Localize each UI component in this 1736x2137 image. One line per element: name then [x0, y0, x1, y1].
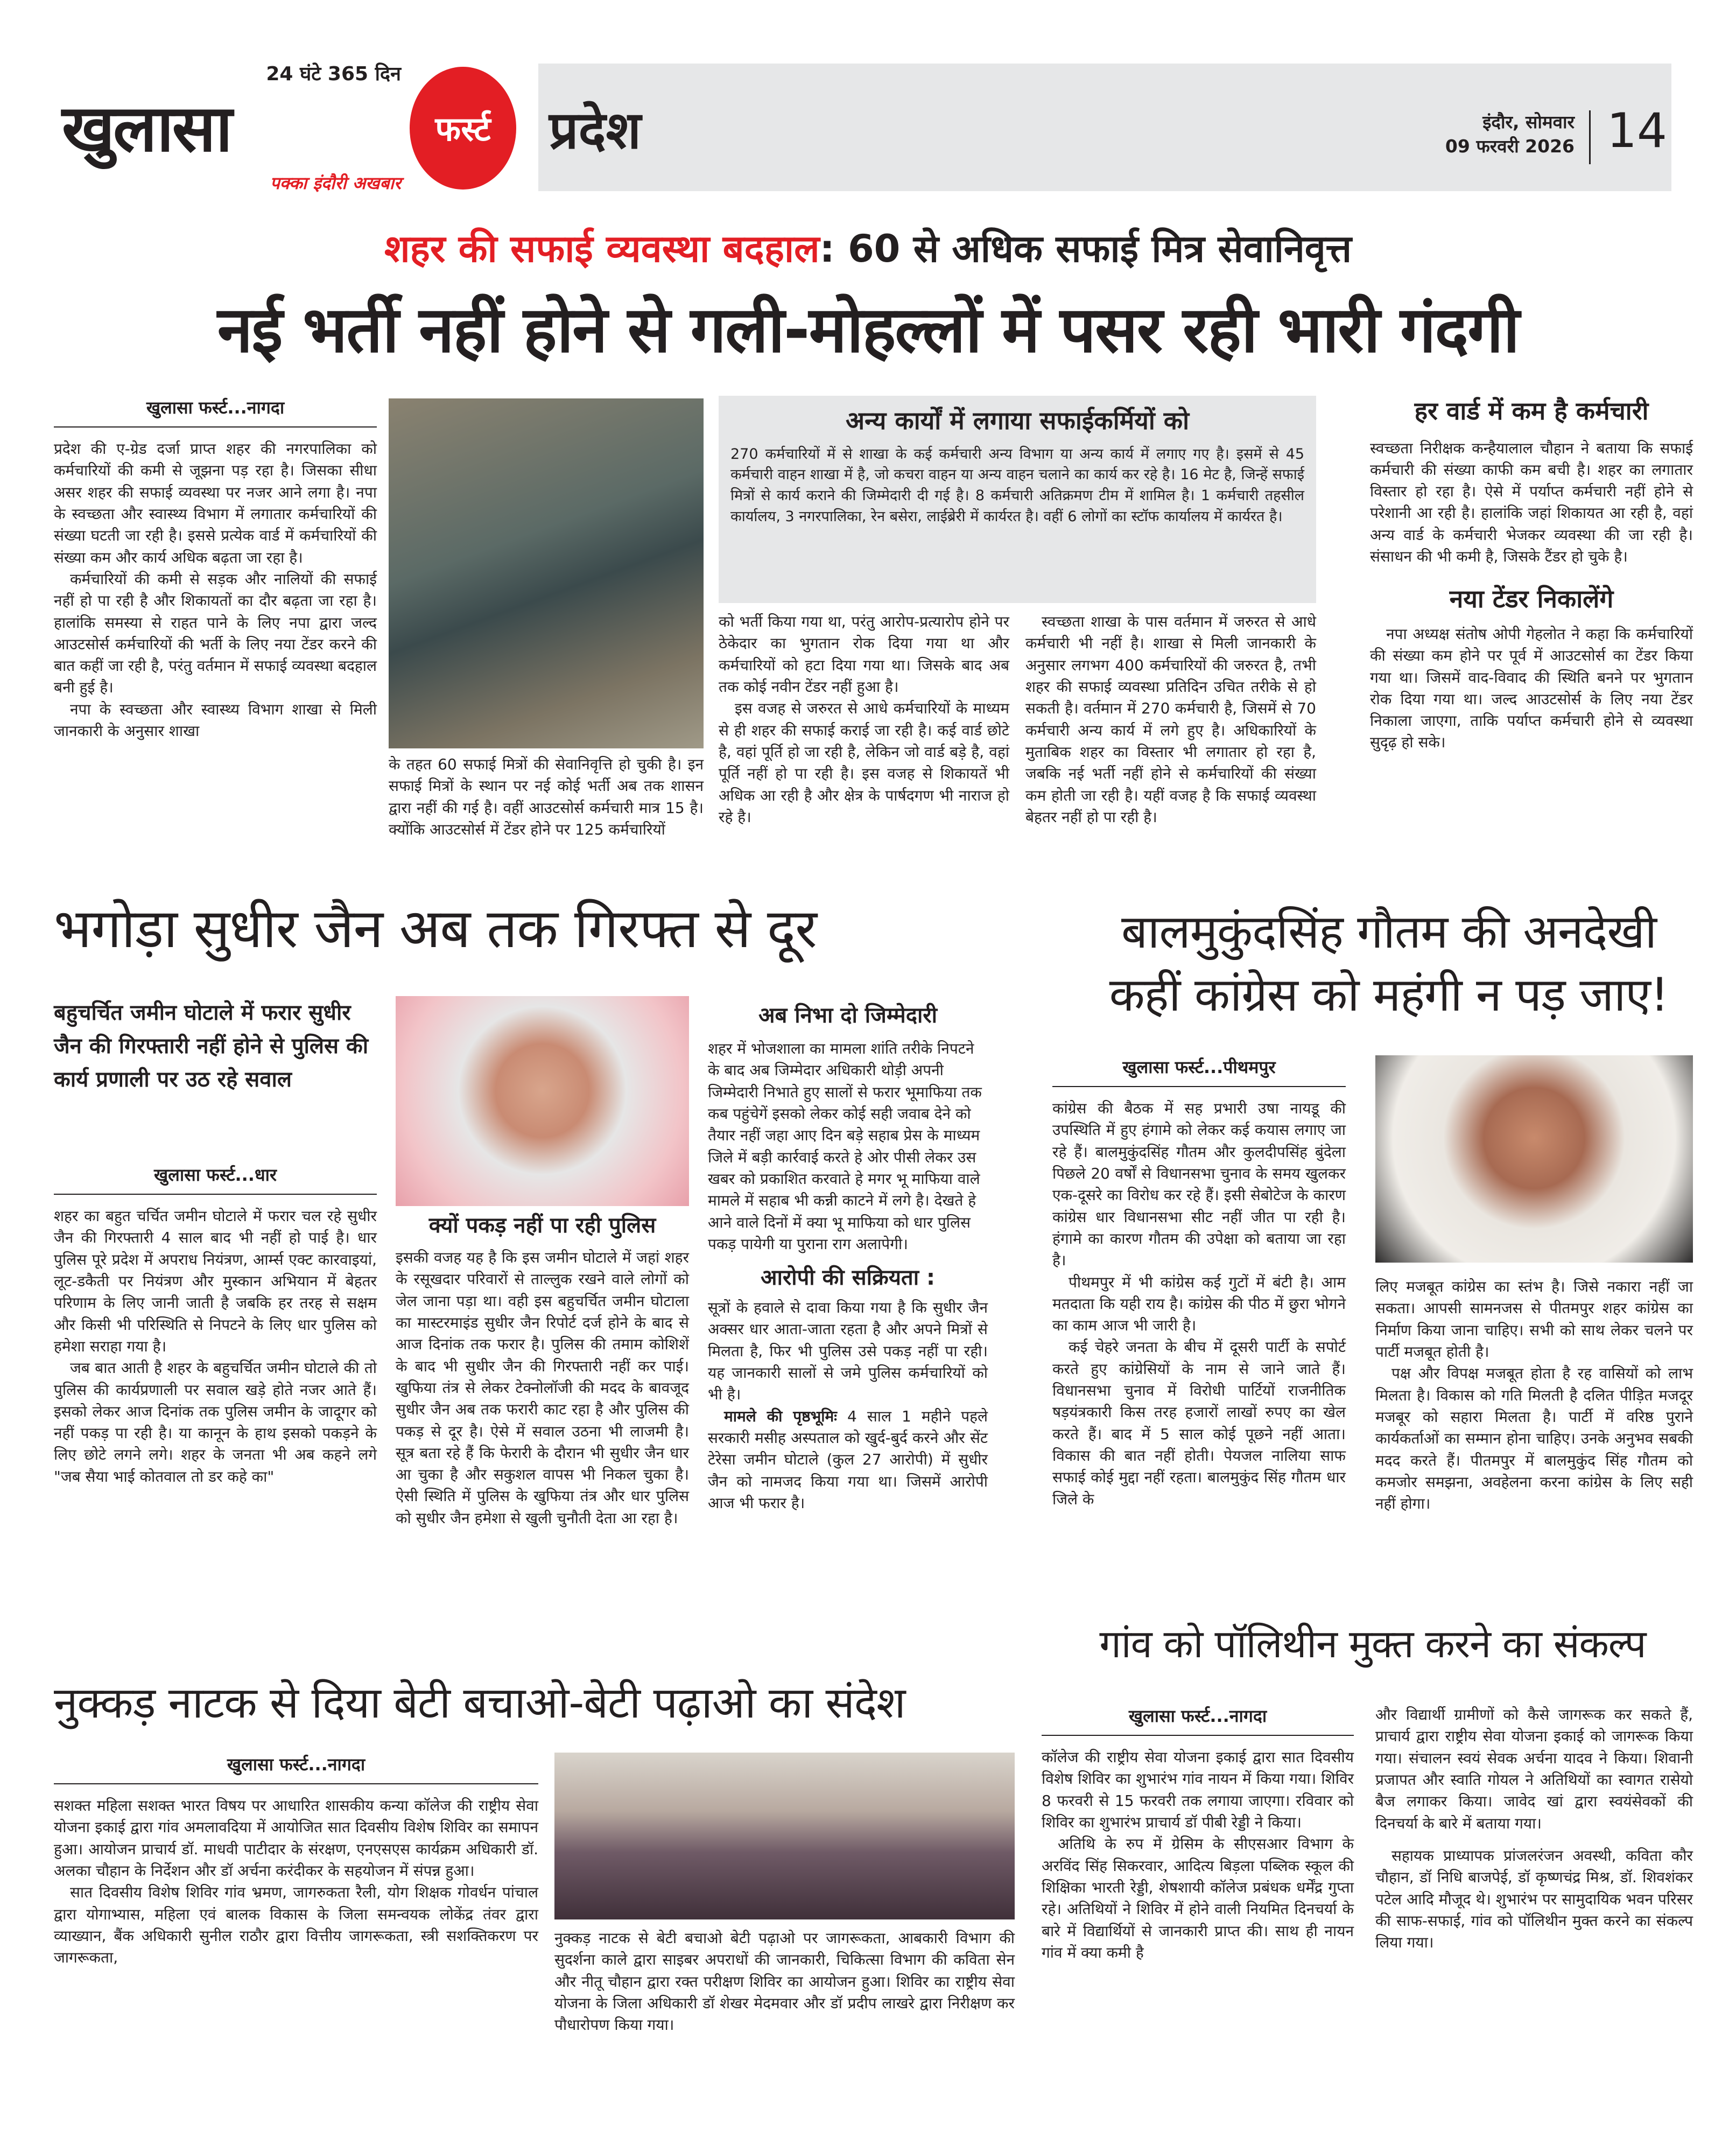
polythene-byline: खुलासा फर्स्ट...नागदा — [1042, 1704, 1354, 1736]
paragraph: स्वच्छता निरीक्षक कन्हैयालाल चौहान ने बताया कि सफाई कर्मचारी की संख्या काफी कम बची है। शहर का लगातार विस्तार हो रहा है। ऐसे में पर्याप्त कर्मचारी नहीं होने से परेशानी आ रही है। हालांकि जहां शिकायत आ रही है, वहां अन्य वार्ड के कर्मचारी भेजकर व्यवस्था की जा रही है। संसाधन की भी कमी है, जिसके टैंडर हो चुके है। — [1370, 439, 1693, 566]
activity-subhead: आरोपी की सक्रियता : — [760, 1265, 935, 1291]
ward-subhead: हर वार्ड में कम है कर्मचारी — [1414, 396, 1649, 425]
drain-photo — [389, 398, 704, 748]
students-photo — [554, 1753, 1015, 1919]
paragraph: नपा के स्वच्छता और स्वास्थ्य विभाग शाखा से मिली जानकारी के अनुसार शाखा — [54, 700, 377, 740]
issue-date: 09 फरवरी 2026 — [1445, 135, 1575, 157]
logo-badge-text: फर्स्ट — [435, 109, 491, 149]
section-name: प्रदेश — [549, 100, 641, 160]
paragraph: इस वजह से जरुरत से आधे कर्मचारियों के माध्यम से ही शहर की सफाई कराई जा रही है। कई वार्ड छोटे है, वहां पूर्ति हो जा रही है, लेकिन जो वार्ड बड़े है, वहां पूर्ति नहीं हो पा रही है। इस वजह से शिकायतें भी अधिक आ रही है और क्षेत्र के पार्षदगण भी नाराज हो रहे है। — [719, 699, 1009, 826]
masthead-tagline: 24 घंटे 365 दिन — [266, 63, 401, 85]
lead-kicker — [0, 226, 1736, 271]
gautam-headline-line2: कहीं कांग्रेस को महंगी न पड़ जाए! — [1109, 968, 1669, 1022]
jain-byline: खुलासा फर्स्ट...धार — [54, 1163, 377, 1195]
responsibility-subhead: अब निभा दो जिम्मेदारी — [758, 1003, 938, 1028]
lead-kicker-black: : 60 से अधिक सफाई मित्र सेवानिवृत्त — [819, 227, 1352, 271]
lead-col-1 — [54, 396, 377, 742]
box-title: अन्य कार्यों में लगाया सफाईकर्मियों को — [845, 406, 1190, 435]
paragraph: पक्ष और विपक्ष मजबूत होता है रह वासियों को लाभ मिलता है। विकास को गति मिलती है दलित पीड़ित मजदूर मजबूर को सहारा मिलता है। पार्टी में वरिष्ठ पुराने कार्यकर्ताओं का सम्मान होना चाहिए। उनके अनुभव सबकी मदद करते हैं। पीतमपुर में बालमुकुंद सिंह गौतम को कमजोर समझना, अवहेलना करना कांग्रेस के लिए सही नहीं होगा। — [1375, 1364, 1693, 1513]
header-divider — [1589, 110, 1591, 164]
logo — [62, 64, 401, 193]
paragraph: सात दिवसीय विशेष शिविर गांव भ्रमण, जागरुकता रैली, योग शिक्षक गोवर्धन पांचाल द्वारा योगाभ्यास, महिला एवं बालक विकास के जिला समन्वयक लोकेंद्र तंवर द्वारा व्याख्यान, बैंक अधिकारी सुनील राठौर द्वारा वित्तीय जागरूकता, स्त्री सशक्तिकरण पर जागरूकता, — [54, 1883, 538, 1967]
paragraph: सूत्रों के हवाले से दावा किया गया है कि सुधीर जैन अक्सर धार आता-जाता रहता है और अपने मित्रों से मिलता है, फिर भी पुलिस उसे पकड़ नहीं पा रही। यह जानकारी सालों से जमे पुलिस कर्मचारियों को भी है। — [708, 1299, 988, 1404]
paragraph: शहर में भोजशाला का मामला शांति तरीके निपटने के बाद अब जिम्मेदार अधिकारी थोड़ी अपनी जिम्मेदारी निभाते हुए सालों से फरार भूमाफिया तक कब पहुंचेगें इसको लेकर कोई सही जवाब देने को तैयार नहीं जहा आए दिन बड़े सहाब प्रेस के माध्यम जिले में बड़ी कार्रवाई करते हे ओर पीसी लेकर उस खबर को प्रकाशित करवाते हे मगर भू माफिया वाले मामले में सहाब भी कन्नी काटने में लगे है। देखते हे आने वाले दिनों में क्या भू माफिया को धार पुलिस पकड़ पायेगी या पुराना राग अलापेगी। — [708, 1040, 982, 1253]
dateline — [1445, 110, 1575, 158]
paragraph: अतिथि के रुप में ग्रेसिम के सीएसआर विभाग के अरविंद सिंह सिकरवार, आदित्य बिड़ला पब्लिक स्कूल की शिक्षिका भारती रेड्डी, शेषशायी कॉलेज प्रबंधक धर्मेंद्र गुप्ता रहे। अतिथियों ने शिविर में होने वाली नियमित दिनचर्या के बारे में विद्यार्थियों से जानकारी प्राप्त की। साथ ही नायन गांव में क्या कमी है — [1042, 1835, 1354, 1961]
paragraph: के तहत 60 सफाई मित्रों की सेवानिवृत्ति हो चुकी है। इन सफाई मित्रों के स्थान पर नई कोई भर्ती अब तक शासन द्वारा नहीं की गई है। वहीं आउटसोर्स कर्मचारी मात्र 15 है। क्योंकि आउटसोर्स में टेंडर होने पर 125 कर्मचारियों — [389, 755, 704, 838]
gautam-headline — [1055, 905, 1723, 1023]
tender-subhead: नया टेंडर निकालेंगे — [1449, 584, 1614, 614]
lead-headline: नई भर्ती नहीं होने से गली-मोहल्लों में पसर रही भारी गंदगी — [217, 292, 1519, 367]
paragraph: नुक्कड़ नाटक से बेटी बचाओ बेटी पढ़ाओ पर जागरूकता, आबकारी विभाग की सुदर्शना काले द्वारा साइबर अपराधों की जानकारी, चिकित्सा विभाग की कविता सेन और नीतू चौहान द्वारा रक्त परीक्षण शिविर का आयोजन हुआ। शिविर का राष्ट्रीय सेवा योजना के जिला अधिकारी डॉ शेखर मेदमवार और डॉ प्रदीप लाखरे द्वारा निरीक्षण कर पौधारोपण किया गया। — [554, 1929, 1015, 2034]
paragraph: नपा अध्यक्ष संतोष ओपी गेहलोत ने कहा कि कर्मचारियों की संख्या कम होने पर पूर्व में आउटसोर्स का टेंडर किया गया था। जिसमें वाद-विवाद की स्थिति बनने पर भुगतान रोक दिया गया था। जल्द आउटसोर्स के लिए नया टेंडर निकाला जाएगा, ताकि पर्याप्त कर्मचारी होने से व्यवस्था सुदृढ़ हो सके। — [1370, 625, 1693, 752]
logo-wordmark: खुलासा — [62, 92, 231, 167]
gautam-headline-line1: बालमुकुंदसिंह गौतम की अनदेखी — [1121, 905, 1657, 959]
paragraph: को भर्ती किया गया था, परंतु आरोप-प्रत्यारोप होने पर ठेकेदार का भुगतान रोक दिया गया था और कर्मचारियों को हटा दिया गया था। जिसके बाद अब तक कोई नवीन टेंडर नहीं हुआ है। — [719, 613, 1009, 696]
lead-col-5 — [1370, 396, 1693, 754]
page-number: 14 — [1607, 103, 1667, 158]
paragraph: कर्मचारियों की कमी से सड़क और नालियों की सफाई नहीं हो पा रही है और शिकायतों का दौर बढ़ता जा रहा है। हालांकि समस्या से राहत पाने के लिए नपा द्वारा जल्द आउटसोर्स कर्मचारियों की भर्ती के लिए नया टेंडर करने की बात कहीं जा रही है, परंतु वर्तमान में सफाई व्यवस्था बदहाल बनी हुई है। — [54, 570, 377, 697]
city-day: इंदौर, सोमवार — [1482, 111, 1575, 132]
polythene-col-1 — [1042, 1704, 1354, 1964]
jain-col-3 — [708, 1001, 988, 1514]
paragraph: पीथमपुर में भी कांग्रेस कई गुटों में बंटी है। आम मतदाता कि यही राय है। कांग्रेस की पीठ में छुरा भोगने का काम आज भी जारी है। — [1052, 1273, 1346, 1335]
paragraph: जब बात आती है शहर के बहुचर्चित जमीन घोटाले की तो पुलिस की कार्यप्रणाली पर सवाल खड़े होते नजर आते हैं। इसको लेकर आज दिनांक तक पुलिस जमीन के जादूगर को नहीं पकड़ पा रही है। या कानून के हाथ इसको पकड़ने के लिए छोटे लगने लगे। शहर के जनता भी अब कहने लगे "जब सैया भाई कोतवाल तो डर कहे का" — [54, 1359, 377, 1486]
paragraph: शहर का बहुत चर्चित जमीन घोटाले में फरार चल रहे सुधीर जैन की गिरफ्तारी 4 साल बाद भी नहीं हो पाई है। धार पुलिस पूरे प्रदेश में अपराध नियंत्रण, आर्म्स एक्ट कारवाइयां, लूट-डकैती पर नियंत्रण और मुस्कान अभियान में बेहतर परिणाम के लिए जानी जाती है जबकि हर तरह से सक्षम और किसी भी परिस्थिति से निपटने के लिए धार पुलिस को हमेशा सराहा गया है। — [54, 1207, 377, 1355]
box-text: 270 कर्मचारियों में से शाखा के कई कर्मचारी अन्य विभाग या अन्य कार्य में लगाए गए है। इसमें से 45 कर्मचारी वाहन शाखा में है, जो कचरा वाहन या अन्य वाहन चलाने का कार्य कर रहे है। 16 मेट है, जिन्हें सफाई मित्रों से कार्य कराने की जिम्मेदारी दी गई है। 8 कर्मचारी अतिक्रमण टीम में शामिल है। 1 कर्मचारी तहसील कार्यालय, 3 नगरपालिका, रेन बसेरा, लाईब्रेरी में कार्यरत है। वहीं 6 लोगों का स्टॉफ कार्यालय में कार्यरत है। — [730, 445, 1304, 526]
jain-deck: बहुचर्चित जमीन घोटाले में फरार सुधीर जैन की गिरफ्तारी नहीं होने से पुलिस की कार्य प्रणाली पर उठ रहे सवाल — [54, 1000, 369, 1092]
lead-col-3 — [719, 611, 1009, 828]
gautam-byline: खुलासा फर्स्ट...पीथमपुर — [1052, 1055, 1346, 1087]
gautam-col-1 — [1052, 1055, 1346, 1510]
lead-byline: खुलासा फर्स्ट...नागदा — [54, 396, 377, 428]
background-lead: मामले की पृष्ठभूमिः — [724, 1407, 837, 1425]
paragraph: सहायक प्राध्यापक प्रांजलरंजन अवस्थी, कविता कौर चौहान, डॉ निधि बाजपेई, डॉ कृष्णचंद्र मिश्र, डॉ. शिवशंकर पटेल आदि मौजूद थे। शुभारंभ पर सामुदायिक भवन परिसर की साफ-सफाई, गांव को पॉलिथीन मुक्त करने का संकल्प लिया गया। — [1375, 1846, 1693, 1952]
paragraph: कांग्रेस की बैठक में सह प्रभारी उषा नायडू की उपस्थिति में हुए हंगामे को लेकर कई कयास लगाए जा रहे हैं। बालमुकुंदसिंह गौतम और कुलदीपसिंह बुंदेला पिछले 20 वर्षों से विधानसभा चुनाव के समय खुलकर एक-दूसरे का विरोध कर रहे हैं। इसी सेबोटेज के कारण कांग्रेस धार विधानसभा सीट नहीं जीत पा रही है। हंगामे का कारण गौतम की उपेक्षा को बताया जा रहा है। — [1052, 1099, 1346, 1270]
paragraph: और विद्यार्थी ग्रामीणों को कैसे जागरूक कर सकते हैं, प्राचार्य द्वारा राष्ट्रीय सेवा योजना इकाई को जागरूक किया गया। संचालन स्वयं सेवक अर्चना यादव ने किया। शिवानी प्रजापत और स्वाति गोयल ने अतिथियों का स्वागत रासेयो बैज लगाकर किया। जावेद खां द्वारा स्वयंसेवकों की दिनचर्या के बारे में बताया गया। — [1375, 1706, 1693, 1832]
lead-col-4 — [1025, 611, 1316, 828]
polythene-col-2 — [1375, 1704, 1693, 1953]
polythene-headline: गांव को पॉलिथीन मुक्त करने का संकल्प — [1099, 1621, 1646, 1666]
nukkad-headline: नुक्कड़ नाटक से दिया बेटी बचाओ-बेटी पढ़ाओ का संदेश — [54, 1678, 905, 1728]
lead-col-2 — [389, 754, 704, 840]
logo-badge — [406, 64, 519, 193]
jain-col-2 — [396, 1211, 689, 1529]
logo-subtitle: पक्का इंदौरी अखबार — [270, 172, 401, 193]
paragraph: कई चेहरे जनता के बीच में दूसरी पार्टी के सपोर्ट करते हुए कांग्रेसियों के नाम से जाने जाते हैं। विधानसभा चुनाव में विरोधी पार्टियों राजनीतिक षड़यंत्रकारी किस तरह हजारों लाखों रुपए का खेल करते हैं। बाद में 5 साल कोई पूछने नहीं आता। विकास की बात नहीं होती। पेयजल नालिया साफ सफाई कोई मुद्दा नहीं रहता। बालमुकुंद सिंह गौतम धार जिले के — [1052, 1338, 1346, 1508]
gautam-col-2 — [1375, 1276, 1693, 1515]
jain-col-1 — [54, 1163, 377, 1488]
nukkad-byline: खुलासा फर्स्ट...नागदा — [54, 1753, 538, 1784]
suspect-photo — [396, 996, 689, 1206]
jain-headline: भगोड़ा सुधीर जैन अब तक गिरफ्त से दूर — [54, 897, 817, 960]
jain-subhead: क्यों पकड़ नहीं पा रही पुलिस — [428, 1213, 656, 1238]
nukkad-col-1 — [54, 1753, 538, 1969]
paragraph: सशक्त महिला सशक्त भारत विषय पर आधारित शासकीय कन्या कॉलेज की राष्ट्रीय सेवा योजना इकाई द्वारा गांव अमलावदिया में आयोजित सात दिवसीय विशेष शिविर का समापन हुआ। आयोजन प्राचार्य डॉ. माधवी पाटीदार के संरक्षण, एनएसएस कार्यक्रम अधिकारी डॉ. अलका चौहान के निर्देशन और डॉ अर्चना करंदीकर के सहयोजन में संपन्न हुआ। — [54, 1797, 538, 1880]
lead-kicker-red: शहर की सफाई व्यवस्था बदहाल — [384, 227, 820, 271]
paragraph: प्रदेश की ए-ग्रेड दर्जा प्राप्त शहर की नगरपालिका को कर्मचारियों की कमी से जूझना पड़ रहा है। जिसका सीधा असर शहर की सफाई व्यवस्था पर नजर आने लगा है। नपा के स्वच्छता और स्वास्थ्य विभाग में लगातार कर्मचारियों की संख्या घटती जा रही है। इससे प्रत्येक वार्ड में कर्मचारियों की संख्या कम और कार्य अधिक बढ़ता जा रहा है। — [54, 440, 377, 566]
paragraph: स्वच्छता शाखा के पास वर्तमान में जरुरत से आधे कर्मचारी भी नहीं है। शाखा से मिली जानकारी के अनुसार लगभग 400 कर्मचारियों की जरुरत है, तभी शहर की सफाई व्यवस्था प्रतिदिन उचित तरीके से हो सकती है। वर्तमान में 270 कर्मचारी है, जिसमें से 70 कर्मचारी अन्य कार्य में लगे हुए है। अधिकारियों के मुताबिक शहर का विस्तार भी लगातार हो रहा है, जबकि नई भर्ती नहीं होने से कर्मचारियों की संख्या कम होती जा रही है। यहीं वजह है कि सफाई व्यवस्था बेहतर नहीं हो पा रही है। — [1025, 613, 1316, 826]
politician-photo — [1375, 1055, 1693, 1263]
paragraph: लिए मजबूत कांग्रेस का स्तंभ है। जिसे नकारा नहीं जा सकता। आपसी सामनजस से पीतमपुर शहर कांग्रेस का निर्माण किया जाना चाहिए। सभी को साथ लेकर चलने पर पार्टी मजबूत होती है। — [1375, 1278, 1693, 1361]
sidebar-box — [719, 396, 1316, 603]
paragraph: कॉलेज की राष्ट्रीय सेवा योजना इकाई द्वारा सात दिवसीय विशेष शिविर का शुभारंभ गांव नायन में किया गया। शिविर 8 फरवरी से 15 फरवरी तक लगाया जाएगा। रविवार को शिविर का शुभारंभ प्राचार्य डॉ पीबी रेड्डी ने किया। — [1042, 1748, 1354, 1831]
paragraph: इसकी वजह यह है कि इस जमीन घोटाले में जहां शहर के रसूखदार परिवारों से ताल्लुक रखने वाले लोगों को जेल जाना पड़ा था। वही इस बहुचर्चित जमीन घोटाला का मास्टरमाइंड सुधीर जैन रिपोर्ट दर्ज होने के बाद से आज दिनांक तक फरार है। पुलिस की तमाम कोशिशें के बाद भी सुधीर जैन की गिरफ्तारी नहीं कर पाई। खुफिया तंत्र से लेकर टेक्नोलॉजी की मदद के बावजूद सुधीर जैन अब तक फरारी काट रहा है और पुलिस की पकड़ से दूर है। ऐसे में सवाल उठना भी लाजमी है। सूत्र बता रहे हैं कि फेरारी के दौरान भी सुधीर जैन धार आ चुका है और सकुशल वापस भी निकल चुका है। ऐसी स्थिति में पुलिस के खुफिया तंत्र और धार पुलिस को सुधीर जैन हमेशा से खुली चुनौती देता आ रहा है। — [396, 1249, 689, 1527]
paragraph: 4 साल 1 महीने पहले सरकारी मसीह अस्पताल को खुर्द-बुर्द करने और सेंट टेरेसा जमीन घोटाले (कुल 27 आरोपी) में सुधीर जैन को नामजद किया गया था। जिसमें आरोपी आज भी फरार है। — [708, 1407, 988, 1512]
nukkad-col-2 — [554, 1928, 1015, 2036]
